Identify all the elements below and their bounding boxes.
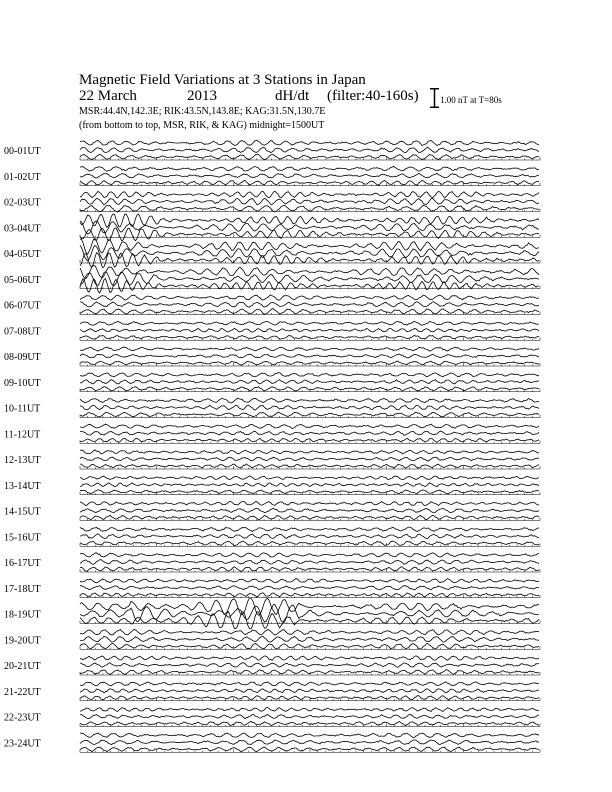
hour-row <box>4 527 540 546</box>
hour-label: 11-12UT <box>4 429 41 441</box>
trace-rik <box>80 560 539 565</box>
trace-msr <box>80 387 539 391</box>
hour-row <box>4 347 540 366</box>
hour-row <box>4 140 540 160</box>
trace-kag <box>80 527 539 532</box>
trace-kag <box>80 191 539 198</box>
trace-rik <box>80 328 539 332</box>
trace-rik <box>80 302 539 307</box>
trace-msr <box>80 612 539 629</box>
hour-row <box>4 191 540 212</box>
hour-row <box>4 214 540 241</box>
trace-kag <box>80 501 539 505</box>
trace-kag <box>80 682 539 686</box>
trace-kag <box>80 656 539 660</box>
hour-row <box>4 707 540 726</box>
trace-msr <box>80 253 539 268</box>
trace-kag <box>80 630 539 636</box>
quantity-label: dH/dt <box>275 88 310 104</box>
hour-label: 08-09UT <box>4 352 41 363</box>
trace-rik <box>80 272 539 286</box>
hour-label: 14-15UT <box>4 506 41 518</box>
trace-rik <box>80 198 539 205</box>
trace-rik <box>80 457 539 461</box>
trace-rik <box>80 483 539 487</box>
trace-msr <box>80 438 539 442</box>
trace-msr <box>80 335 539 339</box>
trace-rik <box>80 354 539 358</box>
trace-msr <box>80 361 539 365</box>
trace-kag <box>80 214 539 227</box>
hour-label: 10-11UT <box>4 403 41 415</box>
trace-kag <box>80 579 539 583</box>
trace-kag <box>80 140 539 145</box>
hour-row <box>4 630 540 650</box>
hour-row <box>4 656 540 675</box>
hour-label: 18-19UT <box>4 609 41 621</box>
trace-rik <box>80 636 539 642</box>
hour-row <box>4 398 540 417</box>
chart-title: Magnetic Field Variations at 3 Stations in Japan <box>79 72 366 88</box>
trace-msr <box>80 464 539 468</box>
hour-row <box>4 295 540 315</box>
hour-label: 01-02UT <box>4 171 41 183</box>
trace-rik <box>80 508 539 512</box>
trace-kag <box>80 553 539 557</box>
trace-rik <box>80 221 539 234</box>
hour-row <box>4 733 540 752</box>
hour-label: 04-05UT <box>4 249 41 260</box>
hour-label: 02-03UT <box>4 197 41 209</box>
hour-row <box>4 321 540 340</box>
hour-label: 06-07UT <box>4 300 41 312</box>
hour-label: 05-06UT <box>4 274 41 286</box>
trace-kag <box>80 424 539 428</box>
date-label: 22 March <box>79 88 137 104</box>
trace-kag <box>80 398 539 403</box>
station-coordinates: MSR:44.4N,142.3E; RIK:43.5N,143.8E; KAG:31.5N,130.7E <box>79 106 326 117</box>
hour-row <box>4 450 540 469</box>
hour-row <box>4 266 540 294</box>
hour-row <box>4 501 540 520</box>
trace-kag <box>80 321 539 325</box>
trace-kag <box>80 295 539 300</box>
hour-label: 21-22UT <box>4 686 41 698</box>
year-label: 2013 <box>187 88 217 104</box>
trace-rik <box>80 714 539 718</box>
trace-kag <box>80 450 539 454</box>
trace-rik <box>80 147 539 152</box>
hour-row <box>4 553 540 572</box>
hour-label: 19-20UT <box>4 635 41 647</box>
hour-row <box>4 166 540 185</box>
trace-kag <box>80 476 539 480</box>
hour-label: 23-24UT <box>4 738 41 750</box>
trace-rik <box>80 689 539 693</box>
trace-kag <box>80 166 539 171</box>
trace-rik <box>80 245 539 260</box>
hour-label: 07-08UT <box>4 326 41 338</box>
hour-label: 12-13UT <box>4 455 41 466</box>
trace-rik <box>80 663 539 668</box>
trace-kag <box>80 239 539 255</box>
filter-label: (filter:40-160s) <box>327 88 419 104</box>
trace-rik <box>80 380 539 384</box>
trace-rik <box>80 431 539 435</box>
hour-label: 15-16UT <box>4 532 41 544</box>
hour-label: 20-21UT <box>4 661 41 672</box>
trace-msr <box>80 490 539 494</box>
trace-kag <box>80 733 539 738</box>
hour-label: 22-23UT <box>4 712 41 724</box>
hour-row <box>4 598 540 629</box>
trace-kag <box>80 373 539 377</box>
hour-label: 16-17UT <box>4 558 41 569</box>
hour-label: 13-14UT <box>4 480 41 492</box>
hour-row <box>4 579 540 598</box>
hour-row <box>4 239 540 268</box>
hour-label: 00-01UT <box>4 146 41 157</box>
hour-row <box>4 373 540 392</box>
trace-rik <box>80 740 539 745</box>
hour-row <box>4 476 540 495</box>
trace-kag <box>80 347 539 351</box>
trace-kag <box>80 707 539 711</box>
trace-rik <box>80 405 539 410</box>
trace-msr <box>80 228 539 241</box>
station-order-note: (from bottom to top, MSR, RIK, & KAG) midnight=1500UT <box>79 120 325 131</box>
hour-row <box>4 424 540 443</box>
trace-rik <box>80 534 539 539</box>
hour-label: 09-10UT <box>4 377 41 389</box>
trace-rik <box>80 586 539 590</box>
hour-label: 03-04UT <box>4 223 41 235</box>
scale-label: 1.00 nT at T=80s <box>440 95 502 105</box>
trace-rik <box>80 173 539 178</box>
hour-row <box>4 682 540 701</box>
hour-label: 17-18UT <box>4 583 41 595</box>
